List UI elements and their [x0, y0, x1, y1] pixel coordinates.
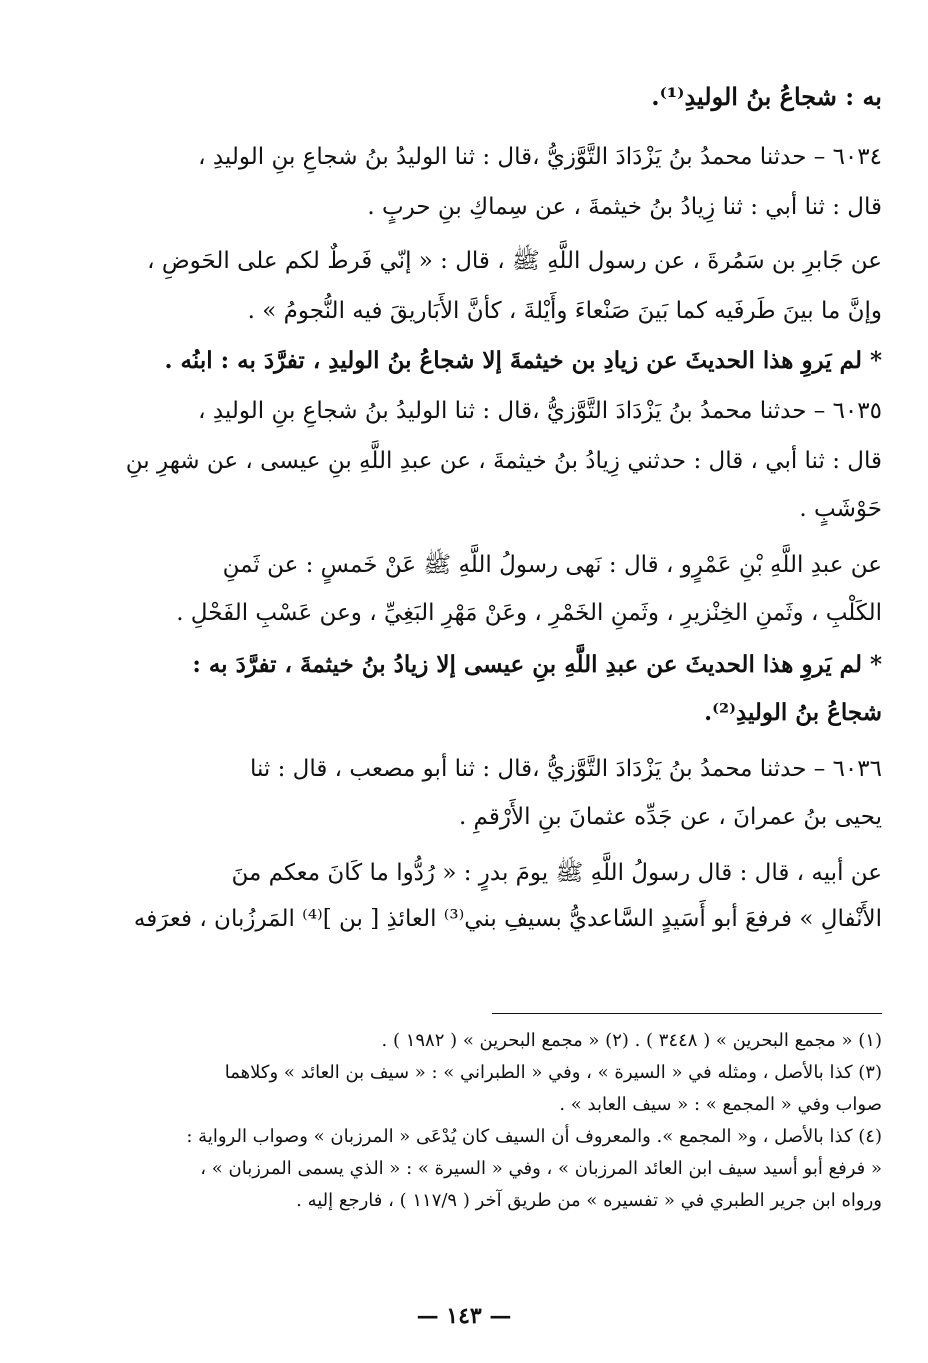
- hadith-comment: * لم يَروِ هذا الحديثَ عن زيادِ بن خيثمةَ إلا شجاعُ بنُ الوليدِ ، تفرَّدَ به : ابنُه .: [164, 347, 882, 374]
- text-line: الأَنْفالِ » فرفعَ أبو أَسَيدٍ السَّاعديُّ بسيفِ بني⁽³⁾ العائذِ [ بن ]⁽⁴⁾ المَرزُبان ، فعرَفه: [133, 906, 882, 932]
- footnote-line: ورواه ابن جرير الطبري في « تفسيره » من طريق آخر ( ١١٧/٩ ) ، فارجع إليه .: [296, 1190, 882, 1211]
- text-line: عن عبدِ اللَّهِ بْنِ عَمْرٍو ، قال : نَهى رسولُ اللَّهِ ﷺ عَنْ خَمسٍ : عن ثَمنِ: [222, 552, 882, 578]
- footnote-line: (١) « مجمع البحرين » ( ٣٤٤٨ ) . (٢) « مجمع البحرين » ( ١٩٨٢ ) .: [381, 1030, 882, 1051]
- footnote-line: « فرفع أبو أسيد سيف ابن العائد المرزبان » ، وفي « السيرة » : « الذي يسمى المرزبان » ،: [200, 1158, 882, 1179]
- text-line: يحيى بنُ عمرانَ ، عن جَدِّه عثمانَ بنِ الأَرْقمِ .: [458, 804, 882, 830]
- hadith-6036-header: ٦٠٣٦ – حدثنا محمدُ بنُ يَزْدَادَ التَّوَّزيُّ ،قال : ثنا أبو مصعب ، قال : ثنا: [249, 756, 882, 782]
- hadith-6034-header: ٦٠٣٤ – حدثنا محمدُ بنُ يَزْدَادَ التَّوَّزيُّ ،قال : ثنا الوليدُ بنُ شجاعِ بنِ الوليدِ ،: [198, 144, 882, 170]
- text-line: به : شجاعُ بنُ الوليدِ⁽¹⁾.: [651, 82, 882, 111]
- footnote-line: صواب وفي « المجمع » : « سيف العابد » .: [559, 1094, 882, 1115]
- footnote-line: (٣) كذا بالأصل ، ومثله في « السيرة » ، وفي « الطبراني » : « سيف بن العائد » وكلاهما: [224, 1062, 882, 1083]
- page-number: — ١٤٣ —: [416, 1303, 512, 1329]
- text-line: الكَلْبِ ، وثَمنِ الخِنْزيرِ ، وثَمنِ الخَمْرِ ، وعَنْ مَهْرِ البَغِيِّ ، وعن عَسْبِ الفَحْلِ .: [176, 600, 882, 626]
- text-line: عن أبيه ، قال : قال رسولُ اللَّهِ ﷺ يومَ بدرٍ : « رُدُّوا ما كَانَ معكم منَ: [231, 860, 882, 886]
- footnote-separator: [492, 1013, 882, 1014]
- text-line: حَوْشَبٍ .: [799, 496, 882, 522]
- hadith-comment: * لم يَروِ هذا الحديثَ عن عبدِ اللَّهِ بنِ عيسى إلا زيادُ بنُ خيثمةَ ، تفرَّدَ به :: [192, 651, 882, 678]
- hadith-6035-header: ٦٠٣٥ – حدثنا محمدُ بنُ يَزْدَادَ التَّوَّزيُّ ،قال : ثنا الوليدُ بنُ شجاعِ بنِ الوليدِ ،: [198, 398, 882, 424]
- footnote-line: (٤) كذا بالأصل ، و« المجمع ». والمعروف أن السيف كان يُدْعَى « المرزبان » وصواب الرواية :: [186, 1126, 882, 1147]
- text-line: عن جَابرِ بن سَمُرةَ ، عن رسول اللَّهِ ﷺ ، قال : « إنّي فَرطٌ لكم على الحَوضِ ،: [147, 248, 882, 274]
- text-line: قال : ثنا أبي ، قال : حدثني زِيادُ بنُ خيثمةَ ، عن عبدِ اللَّهِ بنِ عيسى ، عن شهرِ بنِ: [125, 448, 882, 474]
- text-line: قال : ثنا أبي : ثنا زِيادُ بنُ خيثمةَ ، عن سِماكِ بنِ حربٍ .: [367, 194, 882, 220]
- footnotes: [48, 1027, 882, 1215]
- hadith-comment: شجاعُ بنُ الوليدِ⁽²⁾.: [704, 699, 882, 726]
- text-line: وإنَّ ما بينَ طَرفَيه كما بَينَ صَنْعاءَ وأَيْلةَ ، كأنَّ الأَبَاريقَ فيه النُّجومُ » .: [247, 298, 882, 324]
